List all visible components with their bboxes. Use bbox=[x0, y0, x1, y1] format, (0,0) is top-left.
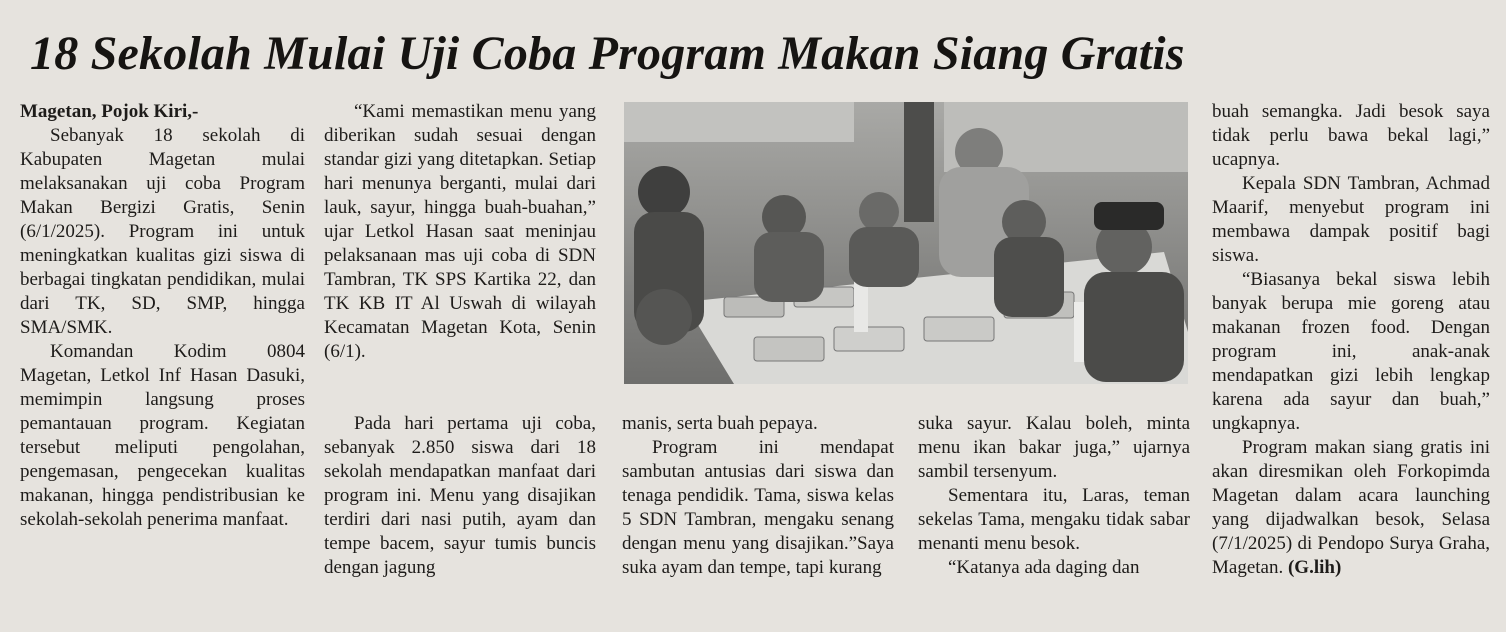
author-signoff: (G.lih) bbox=[1287, 557, 1342, 578]
paragraph bbox=[1212, 436, 1490, 580]
paragraph: buah semangka. Jadi besok saya tidak perlu bawa bekal lagi,” ucapnya. bbox=[1212, 101, 1490, 170]
paragraph: “Kami memastikan menu yang diberikan sudah sesuai dengan standar gizi yang ditetapkan. Setiap hari menunya berganti, mulai dari lauk, sayur, hingga buah-buahan,” ujar Letkol Hasan saat meninjau pelaksanaan mas uji coba di SDN Tambran, TK SPS Kartika 22, dan TK KB IT Al Uswah di wilayah Kecamatan Magetan Kota, Senin (6/1). bbox=[324, 101, 596, 362]
paragraph: Program ini mendapat sambutan antusias dari siswa dan tenaga pendidik. Tama, siswa kelas 5 SDN Tambran, mengaku senang dengan menu yang disajikan.”Saya suka ayam dan tempe, tapi kurang bbox=[622, 437, 894, 578]
column-5 bbox=[1212, 100, 1490, 580]
paragraph: “Katanya ada daging dan bbox=[948, 557, 1140, 578]
paragraph: suka sayur. Kalau boleh, minta menu ikan bakar juga,” ujarnya sambil tersenyum. bbox=[918, 413, 1190, 482]
column-3 bbox=[622, 412, 894, 580]
paragraph: Pada hari pertama uji coba, sebanyak 2.850 siswa dari 18 sekolah mendapatkan manfaat dari program ini. Menu yang disajikan terdiri dari nasi putih, ayam dan tempe bacem, sayur tumis buncis dengan jagung bbox=[324, 413, 596, 578]
dateline: Magetan, Pojok Kiri,- bbox=[20, 101, 199, 122]
column-1 bbox=[20, 100, 305, 532]
closing-text: Program makan siang gratis ini akan diresmikan oleh Forkopimda Magetan dalam acara launching yang dijadwalkan besok, Selasa (7/1/2025) di Pendopo Surya Graha, Magetan. bbox=[1212, 437, 1490, 578]
headline: 18 Sekolah Mulai Uji Coba Program Makan Siang Gratis bbox=[30, 27, 1185, 80]
column-2 bbox=[324, 100, 596, 364]
paragraph: Sementara itu, Laras, teman sekelas Tama, mengaku tidak sabar menanti menu besok. bbox=[918, 485, 1190, 554]
column-2-lower bbox=[324, 412, 596, 580]
paragraph: Komandan Kodim 0804 Magetan, Letkol Inf Hasan Dasuki, memimpin langsung proses pemantauan program. Kegiatan tersebut meliputi pengolahan, pengemasan, pengecekan kualitas makanan, hingga pendistribusian ke sekolah-sekolah penerima manfaat. bbox=[20, 341, 305, 530]
column-4 bbox=[918, 412, 1190, 580]
photo-illustration bbox=[624, 102, 1188, 384]
paragraph: Kepala SDN Tambran, Achmad Maarif, menyebut program ini membawa dampak positif bagi siswa. bbox=[1212, 173, 1490, 266]
paragraph: Sebanyak 18 sekolah di Kabupaten Magetan mulai melaksanakan uji coba Program Makan Bergizi Gratis, Senin (6/1/2025). Program ini untuk meningkatkan kualitas gizi siswa di berbagai tingkatan pendidikan, mulai dari TK, SD, SMP, hingga SMA/SMK. bbox=[20, 125, 305, 338]
paragraph: “Biasanya bekal siswa lebih banyak berupa mie goreng atau makanan frozen food. Dengan program ini, anak-anak mendapatkan gizi lebih lengkap karena ada sayur dan buah,” ungkapnya. bbox=[1212, 269, 1490, 434]
news-photo-students-eating bbox=[624, 102, 1188, 384]
paragraph: manis, serta buah pepaya. bbox=[622, 413, 818, 434]
